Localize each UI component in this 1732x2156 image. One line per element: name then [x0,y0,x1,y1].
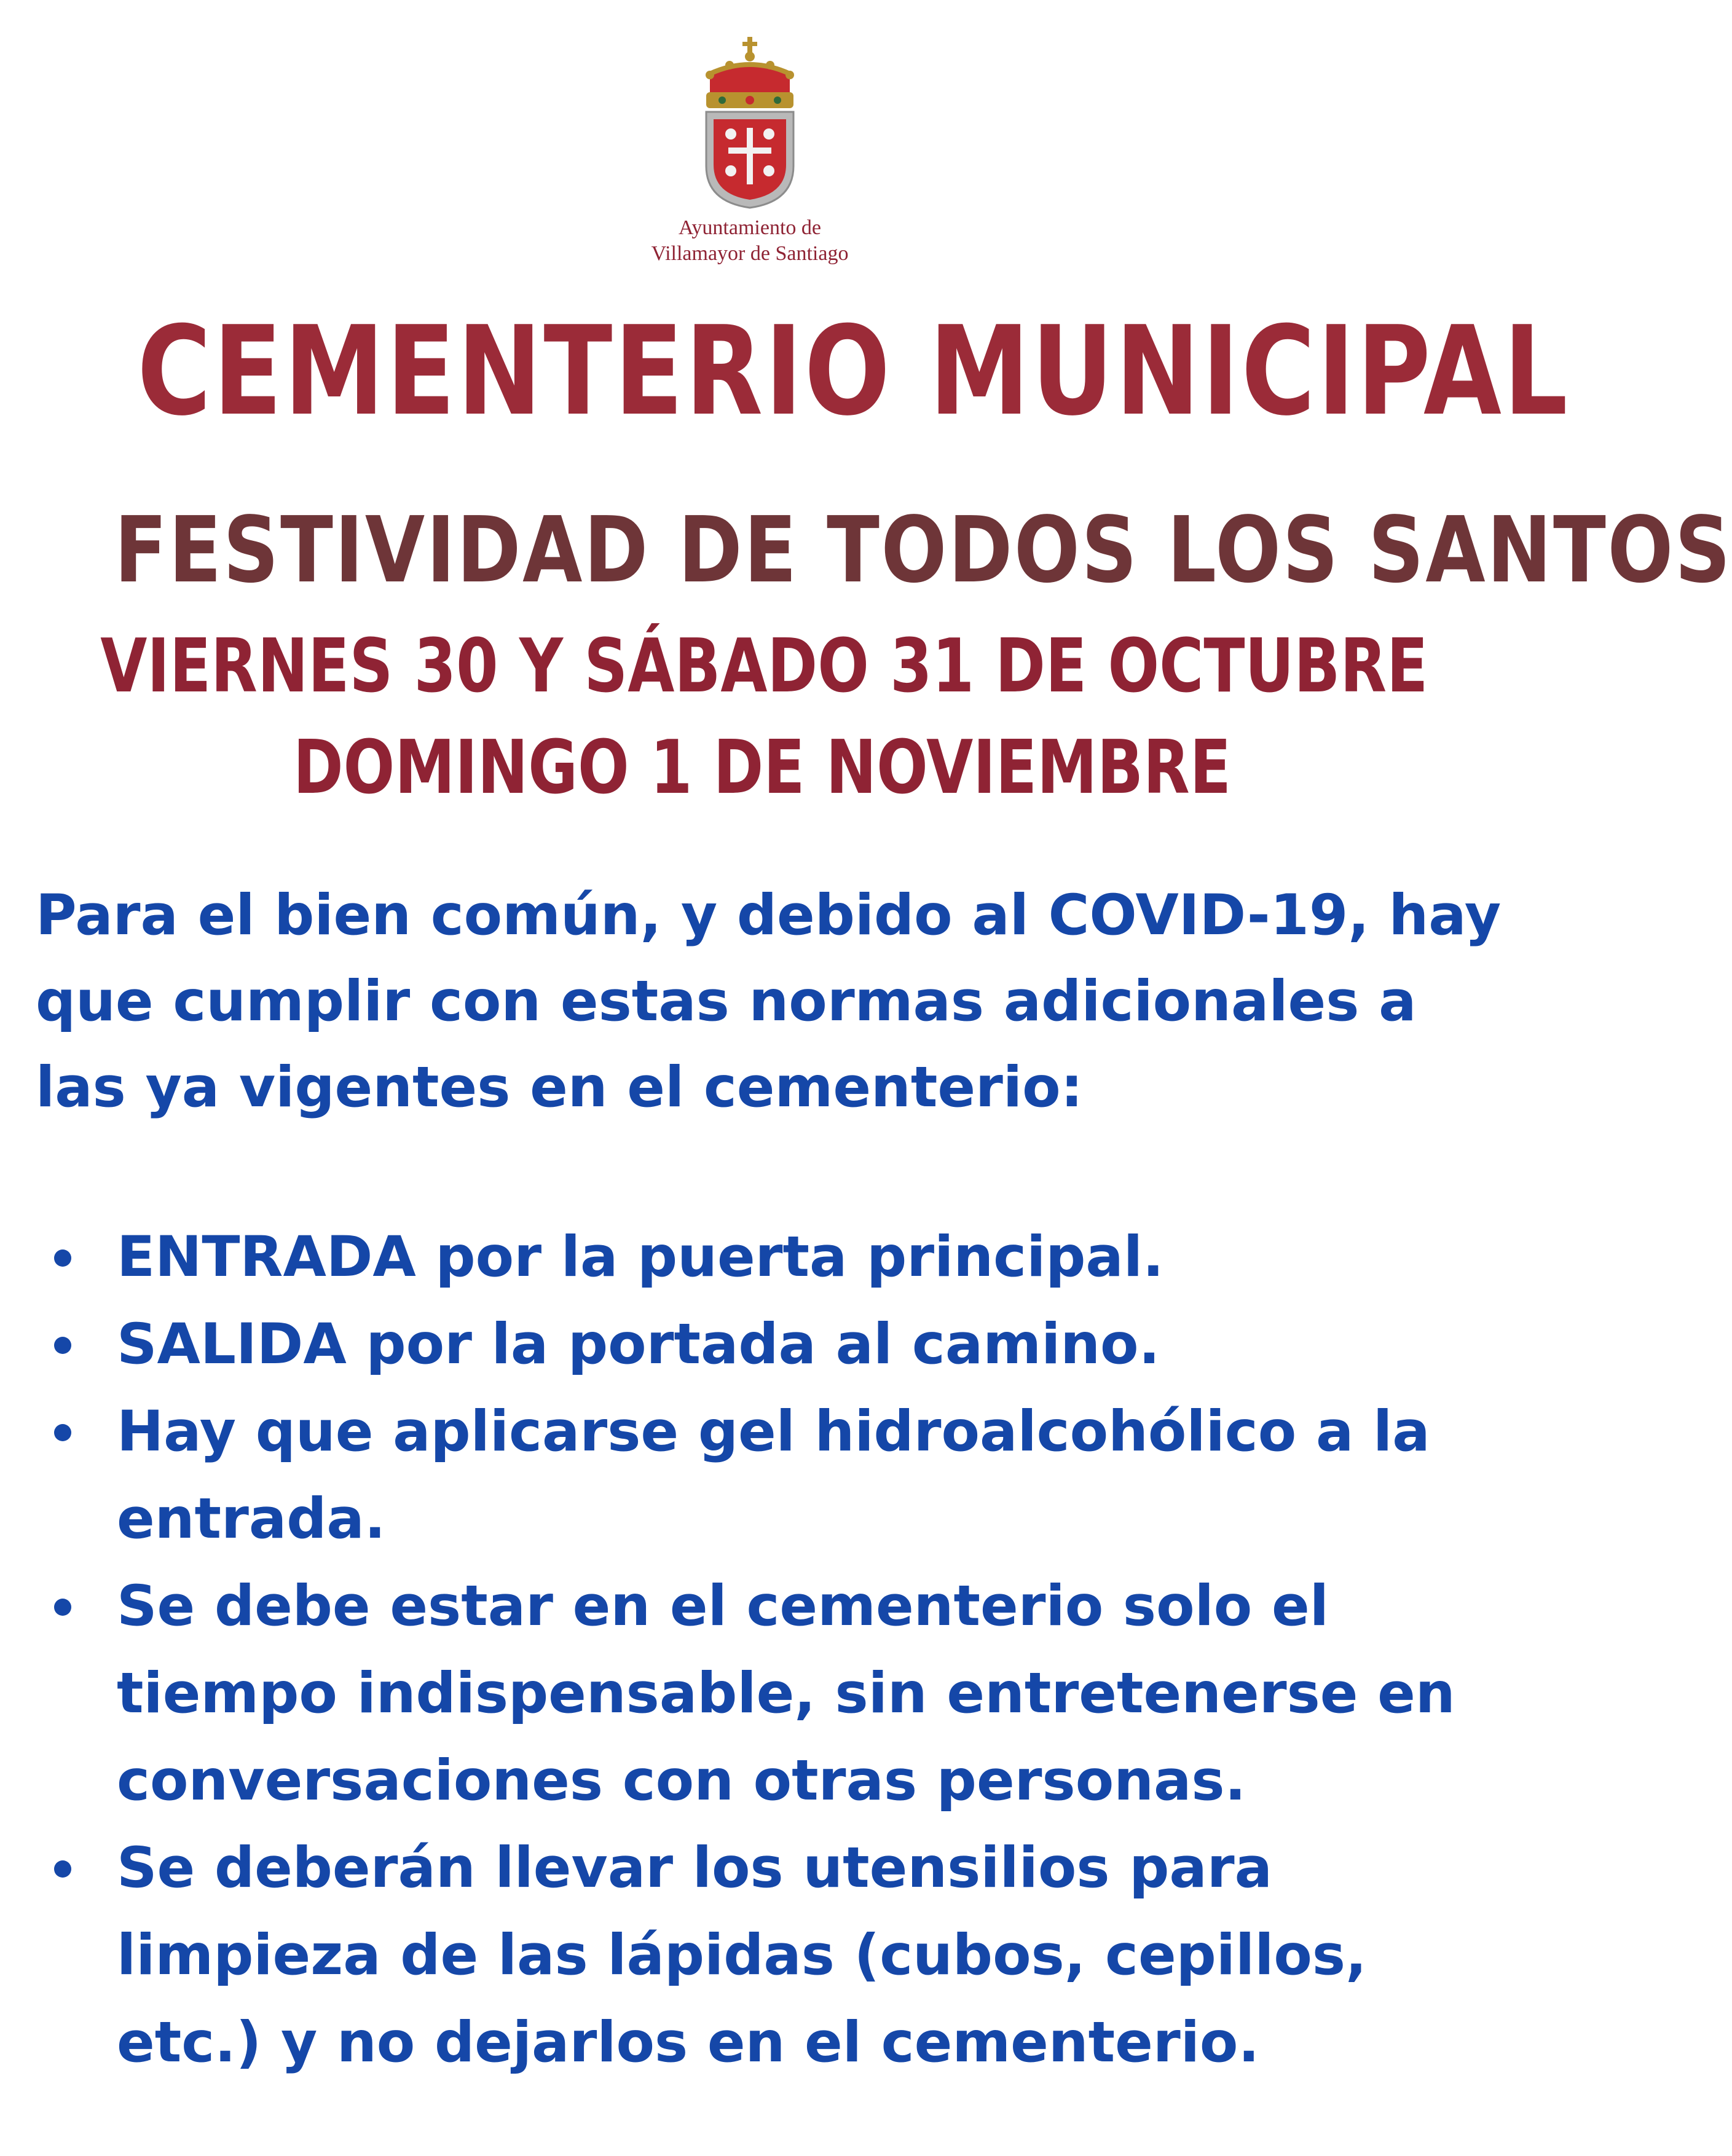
bullet-icon [54,1599,71,1616]
rules-list [0,1214,1524,2087]
bullet-icon [54,1424,71,1441]
rule-text: Se deberán llevar los utensilios para limpieza de las lápidas (cubos, cepillos, etc.) y no dejarlos en el cementerio. [117,1836,1367,2075]
bullet-icon [54,1860,71,1878]
bullet-icon [54,1249,71,1267]
logo-line-2: Villamayor de Santiago [651,242,849,265]
rule-item [0,1301,1524,1388]
logo-caption [615,215,885,267]
municipal-logo [615,31,885,289]
dates-line-2: DOMINGO 1 DE NOVIEMBRE [293,725,1232,811]
main-title: CEMENTERIO MUNICIPAL [137,300,1570,443]
bullet-icon [54,1337,71,1354]
rule-item [0,1214,1524,1301]
rule-item [0,1825,1524,2087]
logo-line-1: Ayuntamiento de [679,216,821,239]
rule-text: Hay que aplicarse gel hidroalcohólico a la entrada. [117,1399,1430,1551]
rule-text: Se debe estar en el cementerio solo el tiempo indispensable, sin entretenerse en conversaciones con otras personas. [117,1574,1455,1813]
rule-item [0,1563,1524,1825]
intro-paragraph: Para el bien común, y debido al COVID-19, hay que cumplir con estas normas adicionales a las ya vigentes en el cementerio: [36,883,1502,1120]
rule-text: SALIDA por la portada al camino. [117,1312,1160,1377]
festivity-title: FESTIVIDAD DE TODOS LOS SANTOS [114,497,1732,603]
coat-of-arms-icon [698,37,802,209]
rule-item [0,1388,1524,1563]
rule-text: ENTRADA por la puerta principal. [117,1225,1164,1289]
dates-line-1: VIERNES 30 Y SÁBADO 31 DE OCTUBRE [100,624,1428,709]
